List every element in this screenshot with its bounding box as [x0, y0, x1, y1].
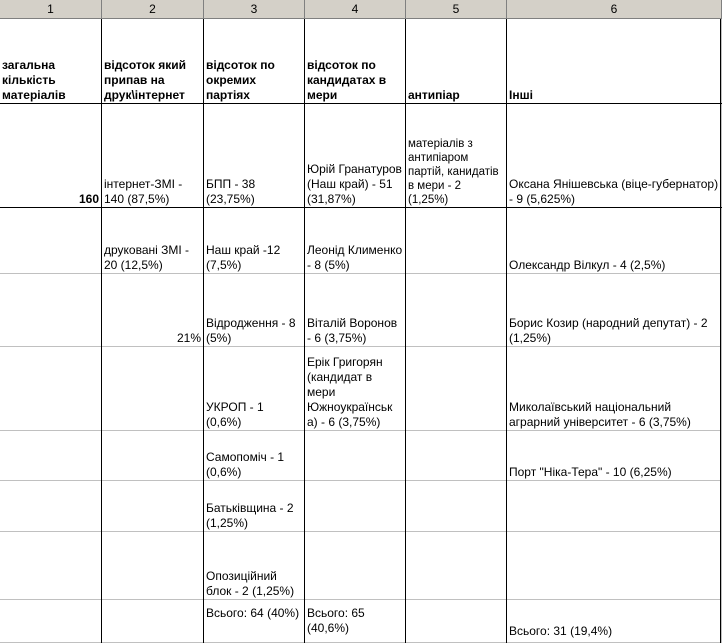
column-header-1[interactable]: 1: [0, 0, 102, 19]
cell-text: Всього: 31 (19,4%): [509, 624, 613, 638]
table-cell-r1-c3[interactable]: [204, 104, 305, 208]
table-cell-r1-c4[interactable]: [305, 104, 406, 208]
table-cell-r7-c4[interactable]: [305, 532, 406, 600]
header-parties-label: відсоток по окремих партіях: [206, 58, 275, 102]
cell-text: інтернет-ЗМІ - 140 (87,5%): [104, 177, 183, 206]
cell-text: Оксана Янішевська (віце-губернатор) - 9 (5,625%): [509, 177, 719, 206]
cell-text: Юрій Гранатуров (Наш край) - 51 (31,87%): [307, 162, 402, 206]
header-print-internet-label: відсоток який припав на друк\інтернет: [104, 58, 187, 102]
table-cell-r7-c2[interactable]: [102, 532, 204, 600]
table-cell-r4-c6[interactable]: [507, 347, 722, 431]
table-cell-total-candidates[interactable]: [305, 600, 406, 643]
table-cell-r3-c1[interactable]: [0, 274, 102, 347]
cell-text: Порт "Ніка-Тера" - 10 (6,25%): [509, 465, 672, 479]
cell-text: Опозиційний блок - 2 (1,25%): [206, 569, 295, 598]
cell-text: Леонід Клименко - 8 (5%): [307, 243, 403, 272]
table-cell-r4-c2[interactable]: [102, 347, 204, 431]
table-cell-r1-c1[interactable]: [0, 104, 102, 208]
table-cell-total-other[interactable]: [507, 600, 722, 643]
cell-text: УКРОП - 1 (0,6%): [206, 400, 264, 429]
header-cell-candidates[interactable]: [305, 19, 406, 104]
table-cell-r6-c4[interactable]: [305, 481, 406, 532]
table-cell-r2-c3[interactable]: [204, 208, 305, 274]
table-cell-r4-c5[interactable]: [406, 347, 507, 431]
cell-text: Самопоміч - 1 (0,6%): [206, 450, 285, 479]
table-cell-r2-c5[interactable]: [406, 208, 507, 274]
cell-text: Відродження - 8 (5%): [206, 316, 296, 345]
border-line: [304, 19, 305, 643]
header-cell-other[interactable]: [507, 19, 722, 104]
table-cell-r8-c5[interactable]: [406, 600, 507, 643]
cell-text: Віталій Воронов - 6 (3,75%): [307, 316, 398, 345]
header-cell-print-internet[interactable]: [102, 19, 204, 104]
border-line: [0, 103, 722, 104]
header-cell-antipr[interactable]: [406, 19, 507, 104]
cell-text: Миколаївський національний аграрний університет - 6 (3,75%): [509, 400, 691, 429]
table-cell-r5-c1[interactable]: [0, 431, 102, 481]
border-line: [720, 19, 721, 643]
table-cell-r7-c6[interactable]: [507, 532, 722, 600]
table-cell-r2-c1[interactable]: [0, 208, 102, 274]
table-cell-r3-c6[interactable]: [507, 274, 722, 347]
column-header-2[interactable]: 2: [102, 0, 204, 19]
border-line: [0, 207, 722, 208]
table-cell-r3-c5[interactable]: [406, 274, 507, 347]
table-cell-r2-c4[interactable]: [305, 208, 406, 274]
column-header-4[interactable]: 4: [305, 0, 406, 19]
header-cell-parties[interactable]: [204, 19, 305, 104]
table-cell-r6-c3[interactable]: [204, 481, 305, 532]
table-cell-r5-c6[interactable]: [507, 431, 722, 481]
table-cell-r1-c6[interactable]: [507, 104, 722, 208]
cell-text: матеріалів з антипіаром партій, канидатів в мери - 2 (1,25%): [408, 138, 499, 206]
table-cell-r8-c1[interactable]: [0, 600, 102, 643]
table-cell-r1-c2[interactable]: [102, 104, 204, 208]
header-other-label: Інші: [509, 88, 533, 102]
cell-text: Борис Козир (народний депутат) - 2 (1,25%): [509, 316, 708, 345]
table-cell-total-parties[interactable]: [204, 600, 305, 643]
table-cell-r3-c4[interactable]: [305, 274, 406, 347]
table-cell-r7-c1[interactable]: [0, 532, 102, 600]
table-cell-r6-c5[interactable]: [406, 481, 507, 532]
table-cell-r4-c3[interactable]: [204, 347, 305, 431]
cell-text: Батьківщина - 2 (1,25%): [206, 501, 294, 530]
table-cell-r4-c1[interactable]: [0, 347, 102, 431]
cell-text: БПП - 38 (23,75%): [206, 177, 256, 206]
border-line: [405, 19, 406, 643]
table-cell-r2-c6[interactable]: [507, 208, 722, 274]
cell-text: Ерік Григорян (кандидат в мери Южноукраїнськ а) - 6 (3,75%): [307, 355, 393, 429]
header-antipr-label: антипіар: [408, 88, 460, 102]
header-total-label: загальна кількість матеріалів: [2, 58, 66, 102]
table-cell-r4-c4[interactable]: [305, 347, 406, 431]
column-header-3[interactable]: 3: [204, 0, 305, 19]
table-cell-r5-c4[interactable]: [305, 431, 406, 481]
cell-text: Всього: 64 (40%): [206, 606, 300, 620]
cell-text: Наш край -12 (7,5%): [206, 243, 281, 272]
table-cell-r2-c2[interactable]: [102, 208, 204, 274]
table-cell-r5-c2[interactable]: [102, 431, 204, 481]
cell-text: 160: [78, 192, 99, 206]
table-cell-r6-c6[interactable]: [507, 481, 722, 532]
column-header-6[interactable]: 6: [507, 0, 722, 19]
table-cell-r6-c1[interactable]: [0, 481, 102, 532]
cell-text: друковані ЗМІ - 20 (12,5%): [104, 243, 190, 272]
cell-text: Олександр Вілкул - 4 (2,5%): [509, 258, 666, 272]
table-cell-r7-c3[interactable]: [204, 532, 305, 600]
column-header-5[interactable]: 5: [406, 0, 507, 19]
border-line: [101, 19, 102, 643]
cell-text: 21%: [176, 331, 201, 345]
table-cell-r1-c5[interactable]: [406, 104, 507, 208]
border-line: [506, 19, 507, 643]
table-cell-r3-c2[interactable]: [102, 274, 204, 347]
header-cell-total[interactable]: [0, 19, 102, 104]
table-cell-r5-c3[interactable]: [204, 431, 305, 481]
table-cell-r6-c2[interactable]: [102, 481, 204, 532]
cell-text: Всього: 65 (40,6%): [307, 606, 365, 635]
table-cell-r5-c5[interactable]: [406, 431, 507, 481]
table-cell-r7-c5[interactable]: [406, 532, 507, 600]
header-candidates-label: відсоток по кандидатах в мери: [307, 58, 387, 102]
table-cell-r8-c2[interactable]: [102, 600, 204, 643]
table-cell-r3-c3[interactable]: [204, 274, 305, 347]
border-line: [203, 19, 204, 643]
